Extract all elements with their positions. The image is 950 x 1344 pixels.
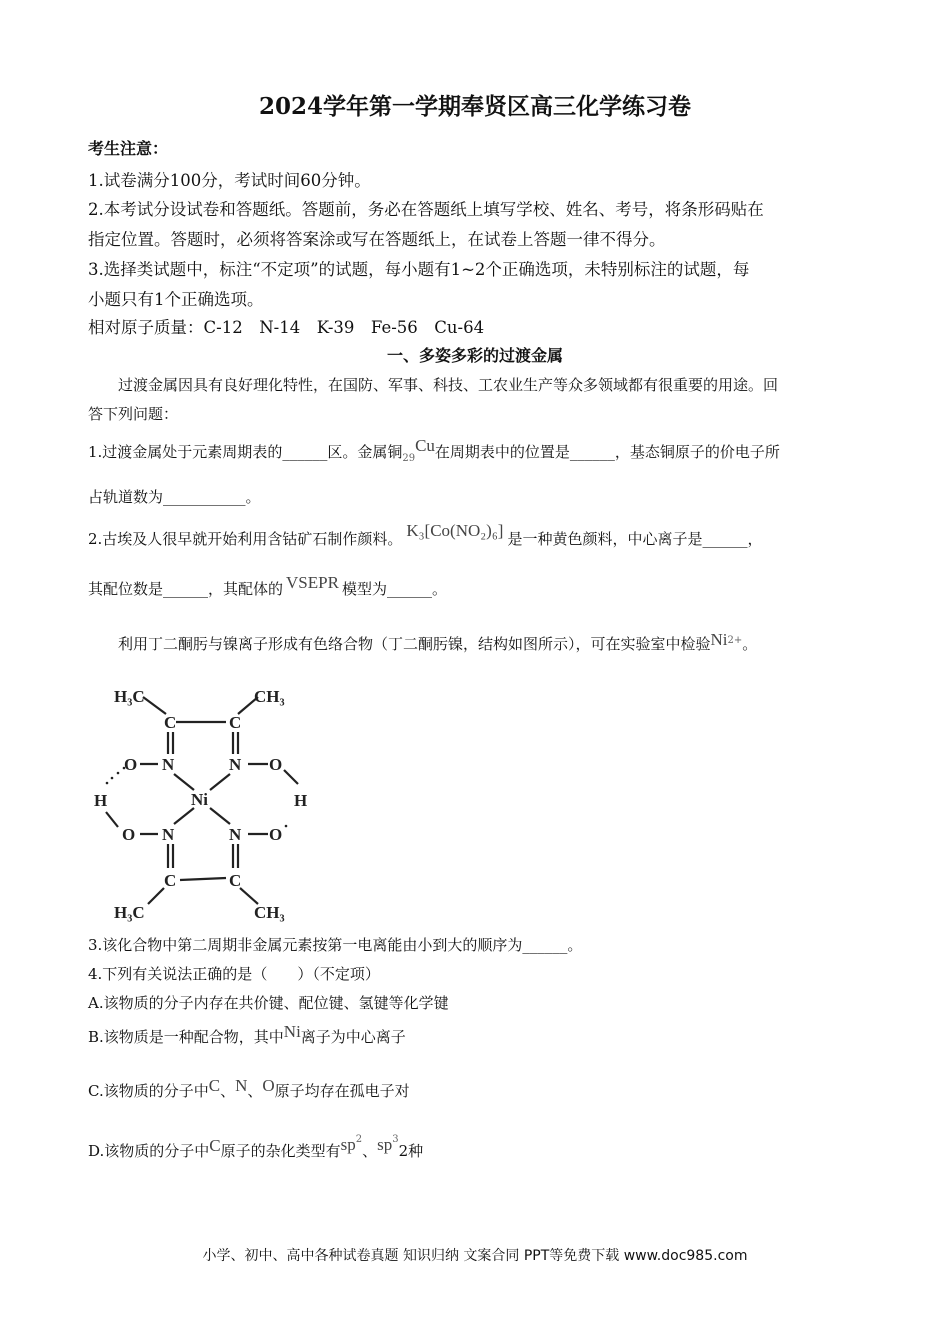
option-a: A.该物质的分子内存在共价键、配位键、氢键等化学键 — [88, 994, 449, 1012]
c1-label: C — [164, 713, 177, 732]
notice-item-2-line2: 指定位置。答题时，必须将答案涂或写在答题纸上，在试卷上答题一律不得分。 — [88, 230, 666, 249]
ch3-top-label: CH₃ — [254, 687, 285, 706]
notice-item-1: 1.试卷满分100分，考试时间60分钟。 — [88, 171, 371, 190]
o-left-bottom-label: O — [122, 825, 136, 844]
page-title: 2024学年第一学期奉贤区高三化学练习卷 — [258, 93, 691, 120]
o-right-bottom-label: O — [269, 825, 283, 844]
h-right-label: H — [294, 791, 308, 810]
vsepr-label: VSEPR — [286, 573, 339, 592]
notice-heading: 考生注意： — [88, 139, 169, 158]
n2-label: N — [229, 755, 242, 774]
ni-ion: Ni — [710, 630, 728, 649]
notice-item-3-line2: 小题只有1个正确选项。 — [88, 290, 264, 309]
atomic-mass: 相对原子质量：C-12 N-14 K-39 Fe-56 Cu-64 — [88, 318, 485, 337]
intro-line1: 过渡金属因具有良好理化特性，在国防、军事、科技、工农业生产等众多领域都有很重要的用途。回 — [118, 376, 779, 394]
n4-label: N — [229, 825, 242, 844]
notice-item-3-line1: 3.选择类试题中，标注“不定项”的试题，每小题有1~2个正确选项，未特别标注的试题，每 — [88, 260, 750, 279]
ch3-bottom-label: CH₃ — [254, 903, 285, 922]
cu-symbol: Cu — [415, 436, 435, 455]
section-title: 一、多姿多彩的过渡金属 — [386, 346, 563, 365]
question-2: 2.古埃及人很早就开始利用含钴矿石制作颜料。 K₃[Co(NO₂)₆] 是一种黄色颜料，中心离子是______， — [88, 521, 763, 548]
c4-label: C — [229, 871, 242, 890]
option-c: C.该物质的分子中C、N、O原子均存在孤电子对 — [88, 1076, 410, 1100]
intro-line2: 答下列问题： — [88, 405, 179, 423]
h-left-label: H — [94, 791, 108, 810]
n1-label: N — [162, 755, 175, 774]
notice-item-2-line1: 2.本考试分设试卷和答题纸。答题前，务必在答题纸上填写学校、姓名、考号，将条形码贴在 — [88, 200, 764, 219]
question-3: 3.该化合物中第二周期非金属元素按第一电离能由小到大的顺序为______。 — [88, 936, 583, 954]
o-left-top-label: O — [124, 755, 138, 774]
question-1-cont: 占轨道数为___________。 — [88, 488, 261, 506]
option-b: B.该物质是一种配合物，其中Ni离子为中心离子 — [88, 1022, 406, 1046]
h3c-top-label: H₃C — [114, 687, 145, 706]
question-1: 1.过渡金属处于元素周期表的______区。金属铜$_{29}$Cu在周期表中的位置是______，基态铜原子的价电子所 — [88, 436, 780, 464]
o-right-top-label: O — [269, 755, 283, 774]
n3-label: N — [162, 825, 175, 844]
cu-atomic-number: 29 — [402, 453, 416, 464]
c3-label: C — [164, 871, 177, 890]
question-2-cont: 其配位数是______，其配体的 VSEPR 模型为______。 — [88, 573, 447, 598]
question-4: 4.下列有关说法正确的是（ ）（不定项） — [88, 965, 380, 983]
option-d: D.该物质的分子中C原子的杂化类型有$sp^2$、$sp^32$种 — [88, 1134, 424, 1160]
dmg-intro: 利用丁二酮肟与镍离子形成有色络合物（丁二酮肟镍，结构如图所示），可在实验室中检验$Ni^{2+}$。 — [118, 630, 758, 653]
nickel-dmg-structure — [88, 672, 328, 932]
footer[interactable]: 小学、初中、高中各种试卷真题 知识归纳 文案合同 PPT等免费下载 www.doc985.com — [202, 1248, 748, 1264]
h3c-bottom-label: H₃C — [114, 903, 145, 922]
ni-label: Ni — [191, 790, 208, 809]
c2-label: C — [229, 713, 242, 732]
complex-formula: K₃[Co(NO₂)₆] — [406, 521, 504, 540]
